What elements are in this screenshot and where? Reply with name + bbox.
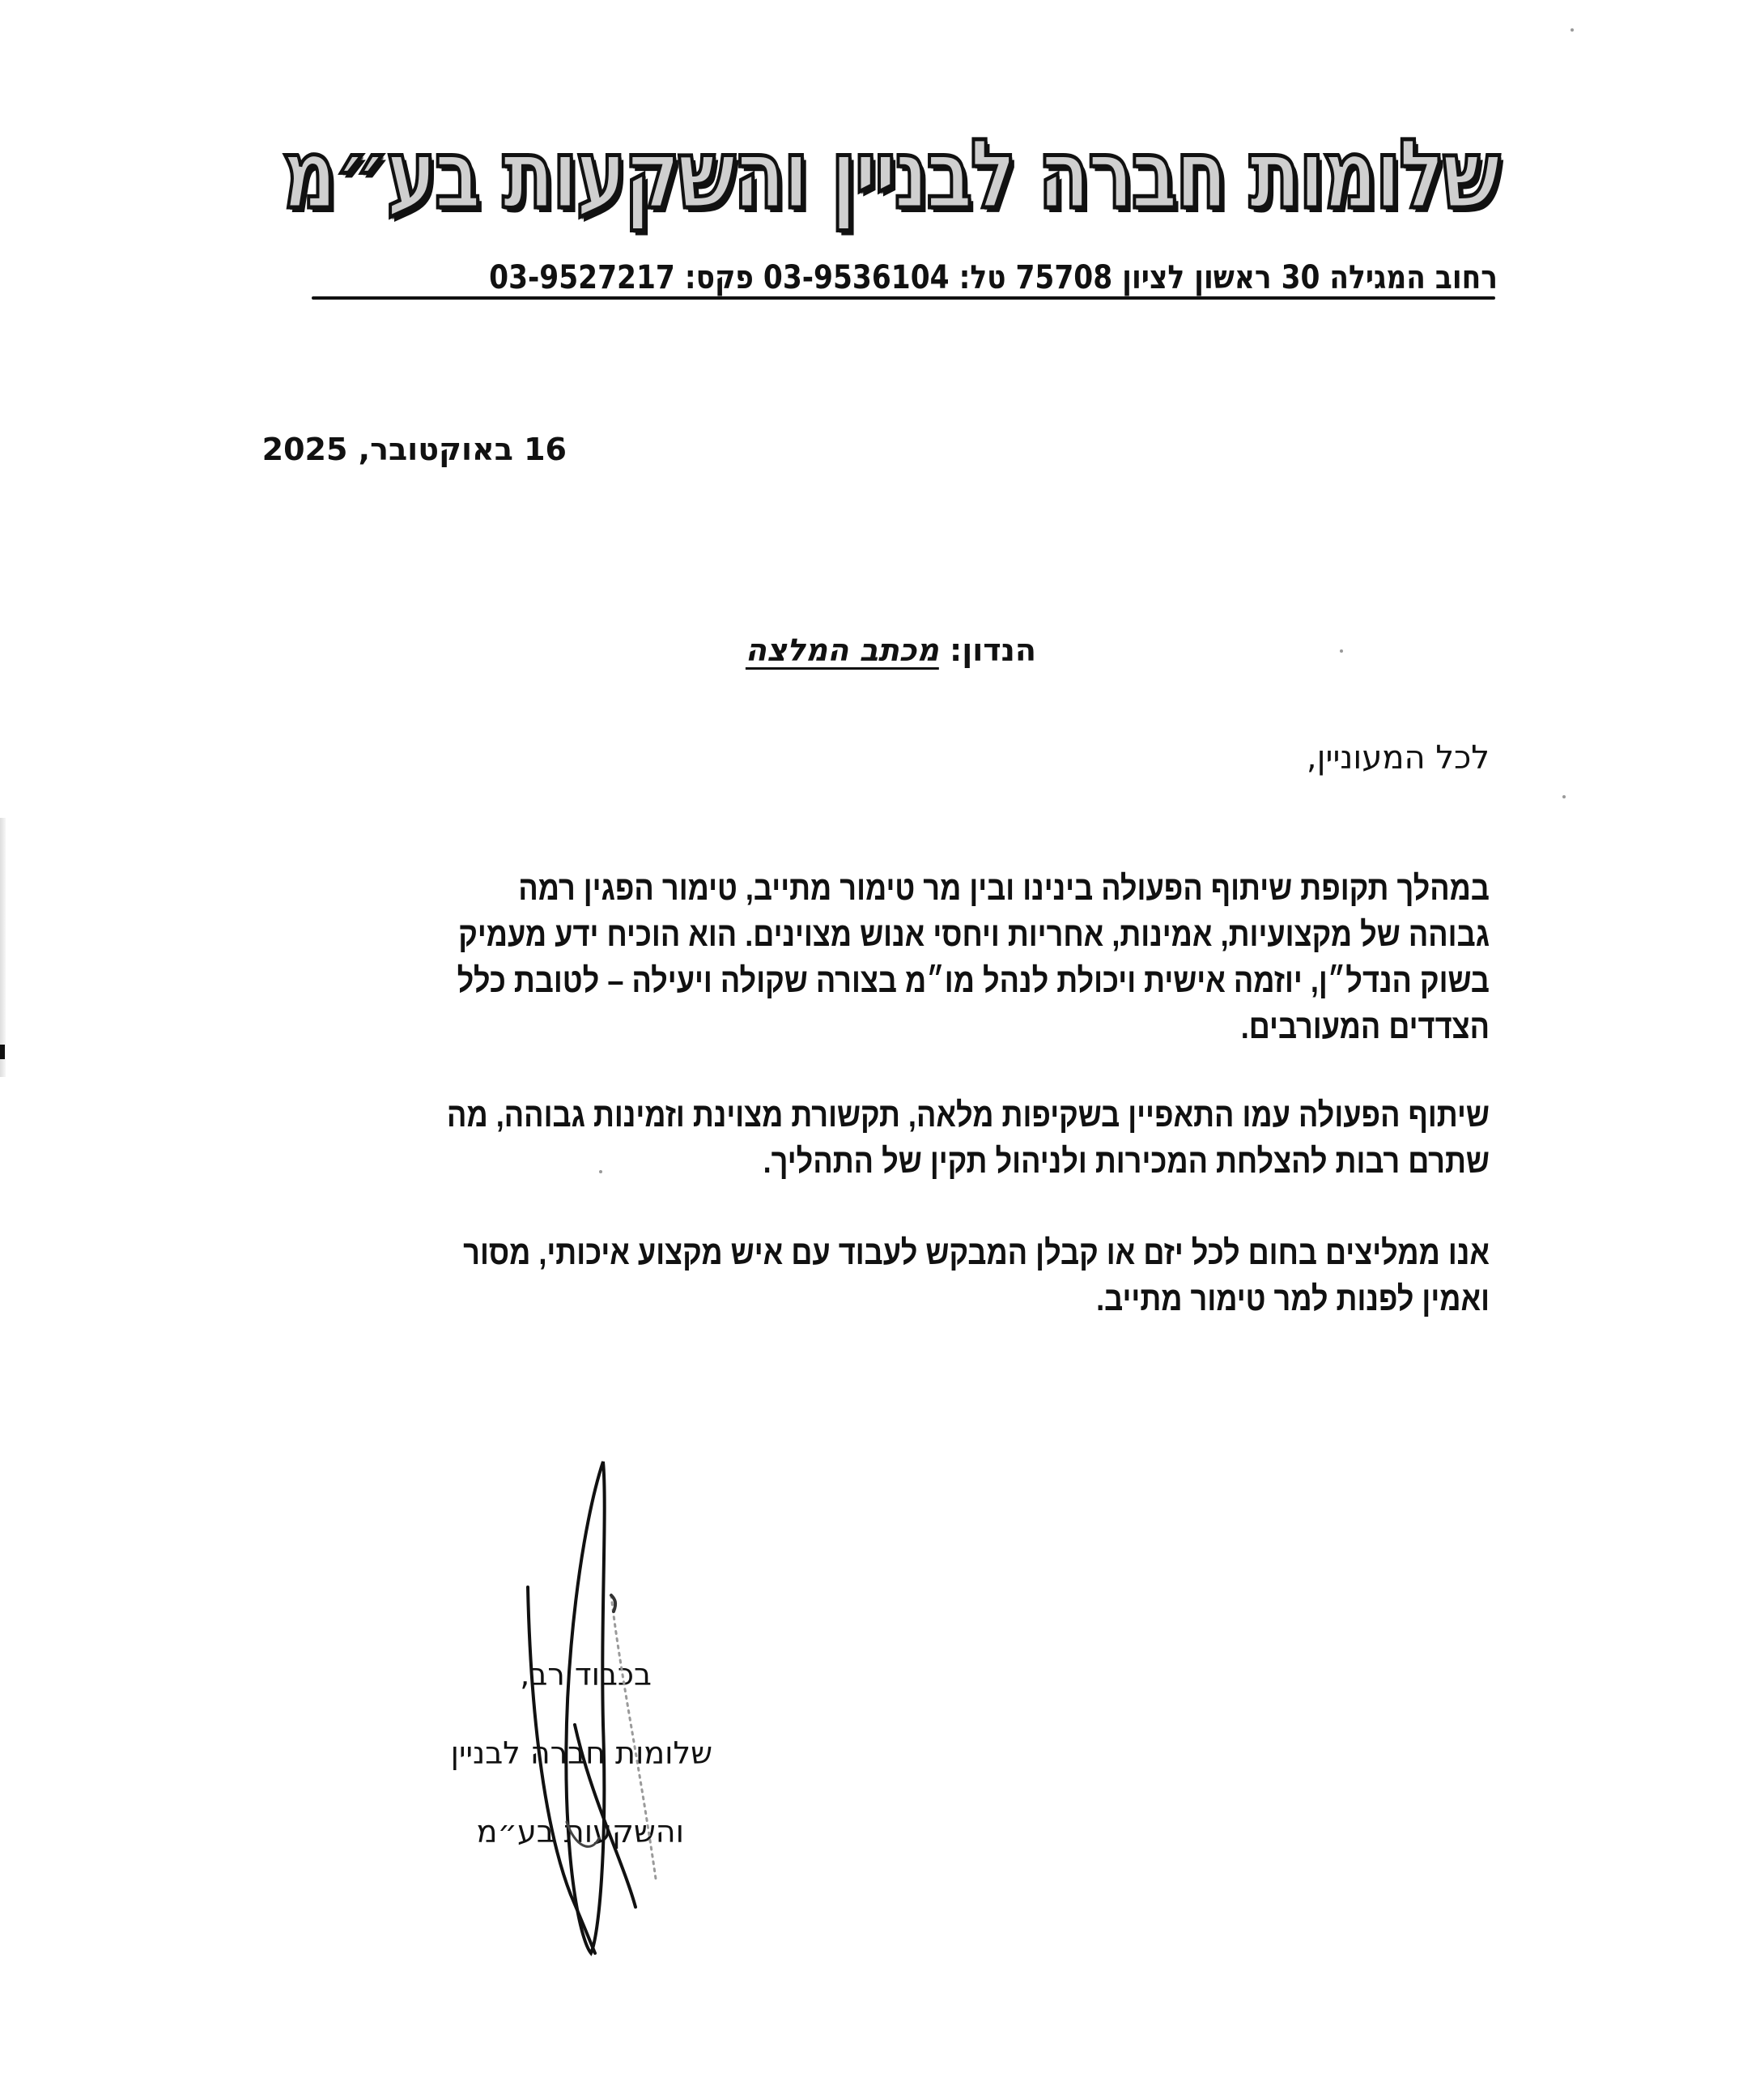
letterhead-address: רחוב המגילה 30 ראשון לציון 75708 טל: 03-9536104 פקס: 03-9527217 (489, 259, 1498, 296)
scan-speck (1562, 795, 1566, 798)
paragraph-line: ואמין לפנות למר טימור מתייב. (1096, 1279, 1490, 1317)
subject-label: הנדון: (950, 632, 1036, 668)
paragraph-line: אנו ממליצים בחום לכל יזם או קבלן המבקש לעבוד עם איש מקצוע איכותי, מסור (463, 1233, 1490, 1271)
signatory-line-2: והשקעות בע״מ (476, 1814, 684, 1850)
letterhead-divider (312, 296, 1495, 300)
paragraph-line: הצדדים המעורבים. (1240, 1007, 1490, 1045)
scan-speck (1340, 649, 1343, 653)
closing-block (389, 1636, 712, 1871)
paragraph-line: גבוהה של מקצועיות, אמינות, אחריות ויחסי אנוש מצוינים. הוא הוכיח ידע מעמיק (458, 915, 1490, 953)
scan-edge-mark (0, 1045, 5, 1059)
paragraph-line: בשוק הנדל״ן, יוזמה אישית ויכולת לנהל מו״מ בצורה שקולה ויעילה – לטובת כלל (457, 961, 1490, 999)
body-paragraph-1 (283, 865, 1490, 1049)
subject-line (712, 628, 1036, 673)
scan-edge-shadow (0, 818, 6, 1077)
closing-regards: בכבוד רב, (520, 1657, 652, 1692)
paragraph-line: במהלך תקופת שיתוף הפעולה בינינו ובין מר טימור מתייב, טימור הפגין רמה (518, 869, 1490, 907)
subject-value: מכתב המלצה (745, 632, 939, 668)
body-paragraph-2 (283, 1092, 1490, 1184)
scan-speck (1571, 28, 1574, 32)
salutation: לכל המעוניין, (1306, 739, 1490, 777)
paragraph-line: שיתוף הפעולה עמו התאפיין בשקיפות מלאה, תקשורת מצוינת וזמינות גבוהה, מה (447, 1096, 1490, 1134)
signatory-line-1: שלומות חברה לבניין (450, 1735, 712, 1771)
letterhead-company-name: שלומות חברה לבניין והשקעות בע״מ (281, 118, 1498, 230)
letter-date: 16 באוקטובר, 2025 (261, 432, 567, 467)
body-paragraph-3 (283, 1229, 1490, 1322)
scan-speck (599, 1170, 602, 1173)
paragraph-line: שתרם רבות להצלחת המכירות ולניהול תקין של התהליך. (763, 1142, 1490, 1180)
